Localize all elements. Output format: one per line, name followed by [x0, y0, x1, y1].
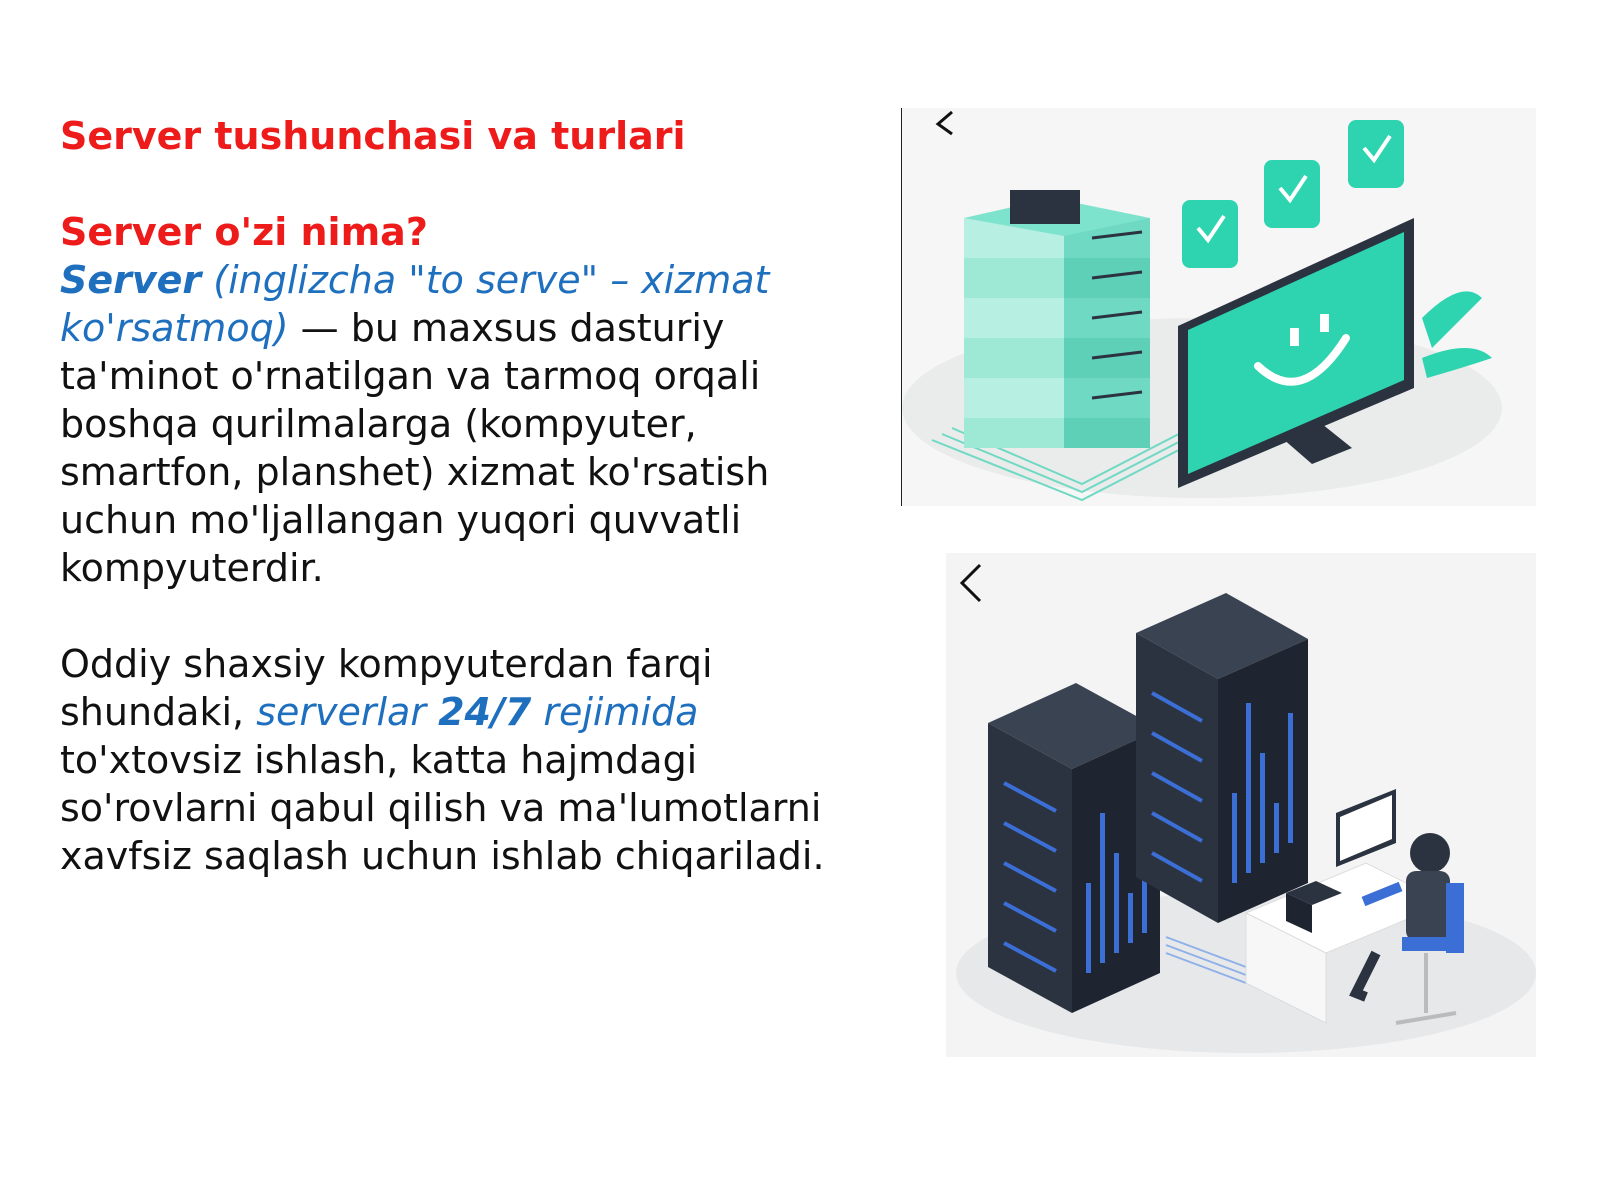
chevron-left-icon: [938, 112, 952, 134]
server-monitor-illustration: [902, 108, 1536, 506]
server-racks-worker-illustration: [946, 553, 1536, 1057]
server-rack: [988, 683, 1160, 1013]
difference-paragraph: [60, 640, 880, 880]
chevron-left-icon: [962, 565, 980, 601]
difference-text-end: to'xtovsiz ishlash, katta hajmdagi so'rovlarni qabul qilish va ma'lumotlarni xavfsiz saqlash uchun ishlab chiqariladi.: [60, 738, 825, 878]
definition-text: — bu maxsus dasturiy ta'minot o'rnatilgan va tarmoq orqali boshqa qurilmalarga (kompyuter, smartfon, planshet) xizmat ko'rsatish uchun mo'ljallangan yuqori quvvatli kompyuterdir.: [60, 306, 770, 590]
term-server: Server: [60, 258, 202, 302]
server-stack: [964, 190, 1150, 448]
slide-text: [60, 112, 880, 880]
highlight-mode: rejimida: [543, 690, 699, 734]
section-heading: Server o'zi nima?: [60, 210, 428, 254]
difference-text-start: Oddiy shaxsiy kompyuterdan farqi shundaki,: [60, 642, 713, 734]
highlight-24-7: 24/7: [438, 690, 532, 734]
highlight-servers: serverlar: [256, 690, 426, 734]
definition-paragraph: [60, 256, 880, 592]
slide-title: Server tushunchasi va turlari: [60, 114, 686, 158]
server-rack: [1136, 593, 1308, 923]
term-note: (inglizcha "to serve" – xizmat ko'rsatmoq): [60, 258, 770, 350]
